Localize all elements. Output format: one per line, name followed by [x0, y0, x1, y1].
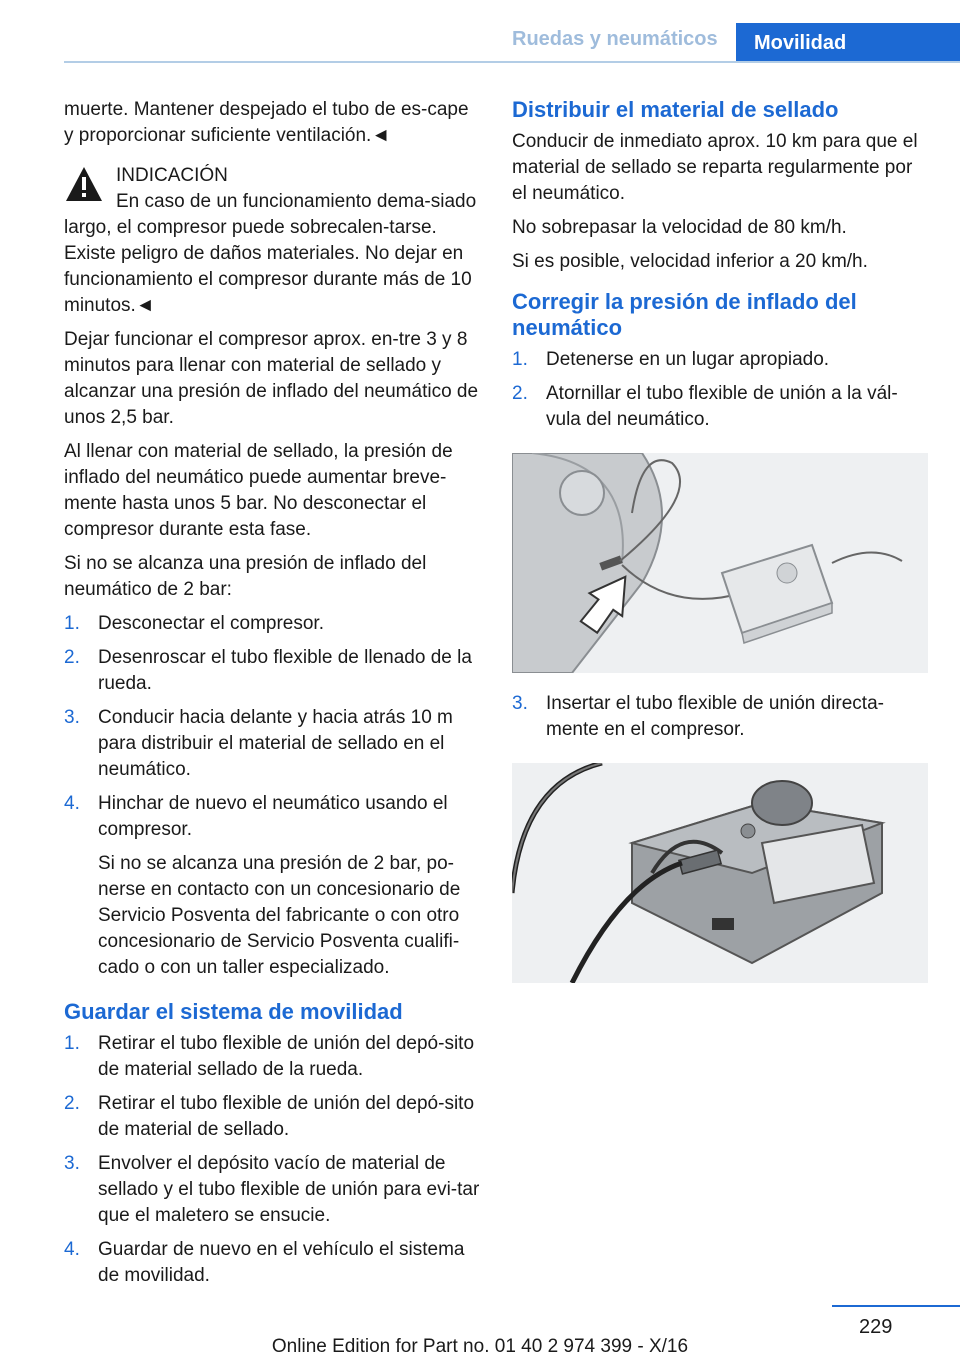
step-text: Retirar el tubo flexible de unión del depó-sito de material sellado de la rueda. — [98, 1033, 475, 1080]
step-text: Detenerse en un lugar apropiado. — [546, 349, 830, 370]
section-heading: Distribuir el material de sellado — [512, 97, 839, 122]
step-number: 3. — [64, 707, 80, 728]
step-number: 2. — [512, 383, 528, 404]
steps-list — [512, 691, 928, 743]
step-number: 3. — [512, 693, 528, 714]
section-heading: Guardar el sistema de movilidad — [64, 999, 403, 1024]
list-item — [512, 347, 928, 373]
step-text: Guardar de nuevo en el vehículo el sistema de movilidad. — [98, 1239, 465, 1286]
warning-triangle-icon — [64, 165, 104, 203]
step-text: Desconectar el compresor. — [98, 613, 324, 634]
section-heading: Corregir la presión de inflado del neumático — [512, 289, 857, 340]
list-item — [64, 1031, 480, 1083]
tire-valve-illustration — [512, 453, 928, 673]
step-number: 4. — [64, 1239, 80, 1260]
header-section-title: Ruedas y neumáticos — [512, 28, 718, 50]
footer-edition: Online Edition for Part no. 01 40 2 974 399 - X/16 — [271, 1336, 689, 1357]
step-text: Retirar el tubo flexible de unión del depó-sito de material de sellado. — [98, 1093, 475, 1140]
list-item — [512, 691, 928, 743]
left-column — [64, 97, 480, 1297]
steps-list — [64, 1031, 480, 1289]
list-item — [512, 381, 928, 433]
list-item — [64, 705, 480, 783]
step-text: Insertar el tubo flexible de unión directa-mente en el compresor. — [546, 693, 884, 740]
step-text: Conducir hacia delante y hacia atrás 10 m para distribuir el material de sellado en el neumático. — [98, 707, 453, 780]
list-item — [64, 1091, 480, 1143]
compressor-illustration — [512, 763, 928, 983]
paragraph: Dejar funcionar el compresor aprox. en-tre 3 y 8 minutos para llenar con material de sellado y alcanzar una presión de inflado del neumático de unos 2,5 bar. — [64, 329, 479, 428]
paragraph: No sobrepasar la velocidad de 80 km/h. — [512, 217, 847, 238]
right-column — [512, 97, 928, 1001]
step-number: 3. — [64, 1153, 80, 1174]
paragraph: Si es posible, velocidad inferior a 20 km/h. — [512, 251, 868, 272]
step-number: 1. — [64, 1033, 80, 1054]
list-item — [64, 645, 480, 697]
list-item — [64, 1237, 480, 1289]
intro-paragraph: muerte. Mantener despejado el tubo de es-cape y proporcionar suficiente ventilación.◄ — [64, 99, 469, 146]
warning-text: En caso de un funcionamiento dema-siado largo, el compresor puede sobrecalen-tarse. Existe peligro de daños materiales. No dejar en funcionamiento el compresor durante más de 10 minutos.◄ — [64, 191, 477, 316]
step-number: 2. — [64, 1093, 80, 1114]
paragraph: Conducir de inmediato aprox. 10 km para que el material de sellado se reparta regularmente por el neumático. — [512, 131, 918, 204]
step-text: Atornillar el tubo flexible de unión a la vál-vula del neumático. — [546, 383, 898, 430]
step-subtext: Si no se alcanza una presión de 2 bar, po-nerse en contacto con un concesionario de Servicio Posventa del fabricante o con otro concesionario de Servicio Posventa cualifi-cado o con un taller especializado. — [98, 853, 461, 978]
step-number: 2. — [64, 647, 80, 668]
warning-notice — [64, 163, 480, 319]
step-text: Envolver el depósito vacío de material de sellado y el tubo flexible de unión para evi-tar que el maletero se ensucie. — [98, 1153, 480, 1226]
step-number: 4. — [64, 793, 80, 814]
paragraph: Al llenar con material de sellado, la presión de inflado del neumático puede aumentar breve-mente hasta unos 5 bar. No desconectar el compresor durante esta fase. — [64, 441, 453, 540]
list-item — [64, 791, 480, 981]
step-number: 1. — [512, 349, 528, 370]
header-chapter-tab: Movilidad — [736, 23, 960, 63]
list-item — [64, 1151, 480, 1229]
warning-title: INDICACIÓN — [116, 165, 228, 186]
step-text: Desenroscar el tubo flexible de llenado de la rueda. — [98, 647, 472, 694]
steps-list — [512, 347, 928, 433]
page-number: 229 — [859, 1316, 893, 1338]
figure-tire-valve — [512, 453, 928, 673]
paragraph: Si no se alcanza una presión de inflado del neumático de 2 bar: — [64, 553, 427, 600]
steps-list — [64, 611, 480, 981]
figure-compressor — [512, 763, 928, 983]
step-number: 1. — [64, 613, 80, 634]
step-text: Hinchar de nuevo el neumático usando el compresor. — [98, 793, 448, 840]
header-rule — [64, 61, 960, 63]
list-item — [64, 611, 480, 637]
footer-rule — [832, 1305, 960, 1307]
